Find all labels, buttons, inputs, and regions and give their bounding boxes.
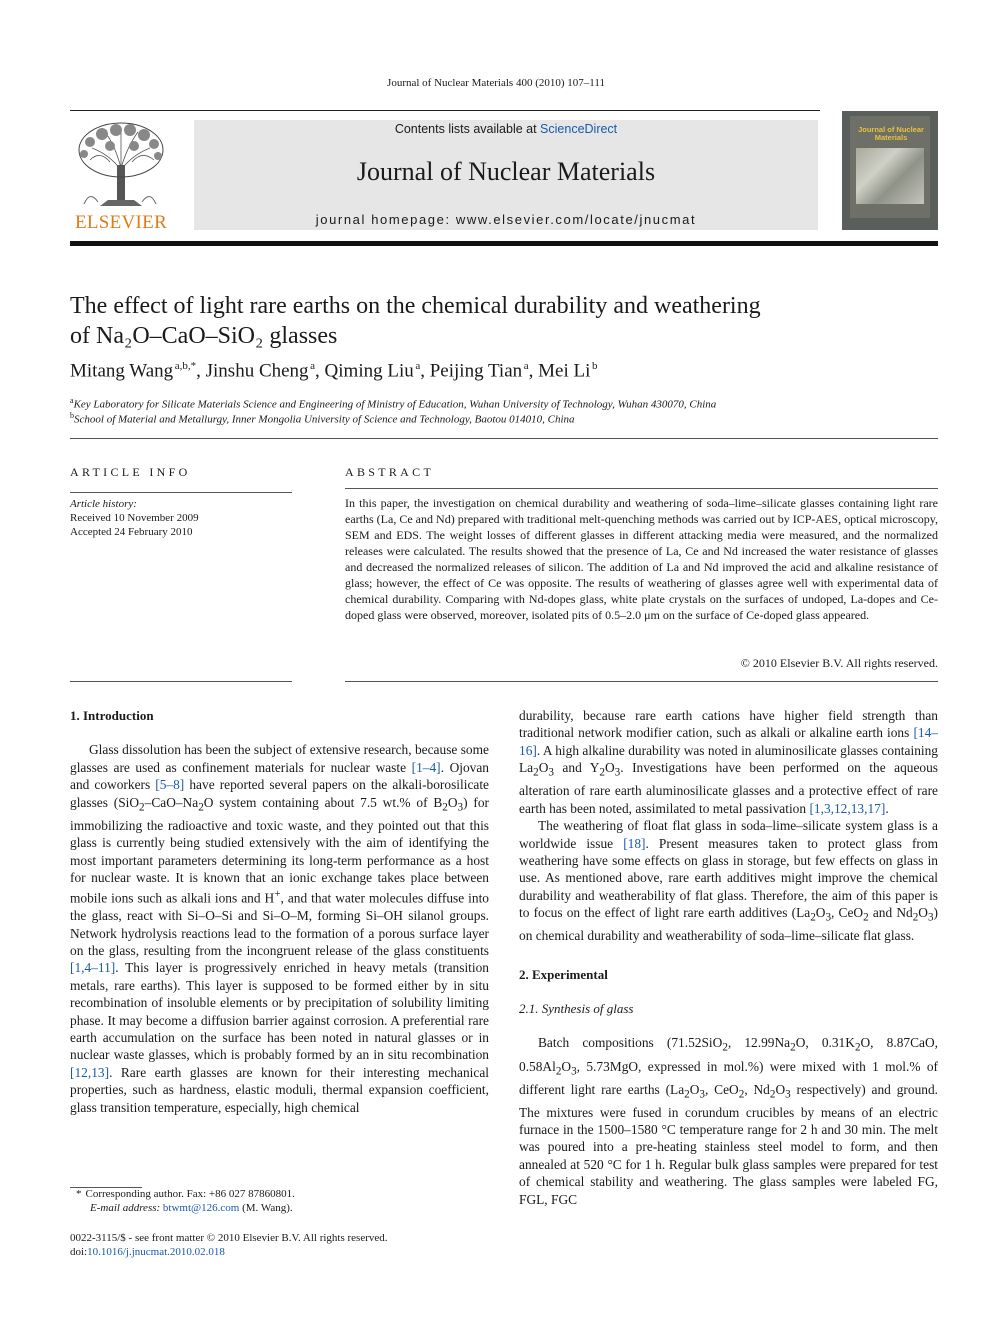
author-sep: , — [528, 360, 539, 382]
abstract-heading: ABSTRACT — [345, 465, 435, 479]
issn-block — [70, 1231, 490, 1259]
divider — [70, 438, 938, 439]
left-column — [70, 707, 489, 1116]
divider — [345, 488, 938, 489]
author-sep: , — [196, 360, 206, 382]
author-name[interactable]: Mei Li — [538, 360, 591, 382]
citation-link[interactable]: [1–4] — [411, 759, 441, 775]
affiliation-sup: b — [70, 411, 74, 420]
contents-prefix: Contents lists available at — [394, 122, 541, 136]
sciencedirect-link[interactable]: ScienceDirect — [540, 122, 618, 136]
author-name[interactable]: Peijing Tian — [429, 360, 523, 382]
affiliation-text: Key Laboratory for Silicate Materials Science and Engineering of Ministry of Education, Wuhan University of Technology, Wuhan 430070, China — [73, 398, 717, 411]
affiliation-b — [70, 411, 930, 426]
author-name[interactable]: Jinshu Cheng — [205, 360, 309, 382]
citation-link[interactable]: [18] — [623, 835, 646, 851]
footnote-corresponding: * Corresponding author. Fax: +86 027 87860801. E-mail address: btwmt@126.com (M. Wang). — [76, 1188, 295, 1214]
divider — [345, 681, 938, 682]
email-suffix: (M. Wang). — [239, 1202, 293, 1214]
history-label: Article history: — [70, 498, 137, 510]
cover-panel — [850, 116, 930, 218]
journal-banner — [194, 120, 818, 230]
author-sep: , — [420, 360, 430, 382]
title-line-1: The effect of light rare earths on the chemical durability and weathering — [70, 293, 761, 319]
author-list — [70, 360, 597, 382]
citation-link[interactable]: [5–8] — [155, 777, 185, 793]
article-info-heading: ARTICLE INFO — [70, 465, 191, 479]
article-title — [70, 291, 890, 351]
doi-link[interactable]: 10.1016/j.jnucmat.2010.02.018 — [87, 1246, 225, 1258]
journal-homepage[interactable]: journal homepage: www.elsevier.com/locate/jnucmat — [315, 212, 697, 227]
author-sup: b — [591, 360, 598, 372]
header-thick-rule — [70, 241, 938, 246]
doi-label: doi: — [70, 1246, 88, 1258]
intro-paragraph: Glass dissolution has been the subject of extensive research, because some glasses are used as confinement materials for nuclear waste [1–4]. Ojovan and coworkers [5–8] have reported several papers on the alkali-borosilicate glasses ($SiO_2-CaO-Na_2O$ system containing about 7.5 wt.% of $B_2O_3$) for immobilizing the radioactive and toxic waste, and they pointed out that this glass is currently being studied extensively with the aim of identifying the most important parameters determining its long-term performance as a host for nuclear waste. It is known that an ionic exchange takes place between mobile ions such as alkali ions and H+, and that water molecules diffuse into the glass, react with Si–O–Si and Si–O–M, forming Si–OH silanol groups. Network hydrolysis reactions lead to the formation of a porous surface layer on the glass, resulting from the incongruent release of the glass constituents [1,4–11]. This layer is progressively enriched in heavy metals (transition metals, rare earths). This layer is supposed to be formed either by in situ recombination of insoluble elements or by precipitation of solubility limiting phase. It may become a diffusion barrier against corrosion. A preferential rare earth accumulation on the surface has been noted in natural glasses or in nuclear waste glasses, which is probably formed by an in situ recombination [12,13]. Rare earth glasses are known for their interesting mechanical properties, such as hardness, elastic moduli, thermal expansion coefficient, glass transition temperature, especially, high chemical — [70, 742, 489, 1115]
intro-paragraph: The weathering of float flat glass in soda–lime–silicate system glass is a worldwide issue [18]. Present measures taken to protect glass from weathering have some effects on glass in storage, but few effects on glass in use. As mentioned above, rare earth additives might improve the chemical durability and weatherability of flat glass. Therefore, the aim of this paper is to focus on the effect of light rare earth additives ($La_2O_3$, CeO$_2$ and $Nd_2O_3$) on chemical durability and weatherability of soda–lime–silicate flat glass. — [519, 818, 938, 944]
divider — [70, 681, 292, 682]
email-link[interactable]: btwmt@126.com — [162, 1202, 240, 1214]
intro-paragraph-cont: durability, because rare earth cations have higher field strength than traditional network modifier cation, such as alkali or alkaline earth ions [14–16]. A high alkaline durability was noted in aluminosilicate glasses containing $La_2O_3$ and $Y_2O_3$. Investigations have been performed on the aqueous alteration of rare earth aluminosilicate glasses and a protective effect of rare earth has been noted, assimilated to metal passivation [1,3,12,13,17]. — [519, 708, 939, 816]
citation-link[interactable]: [14–16] — [519, 725, 938, 758]
article-history — [70, 497, 199, 539]
tree-icon — [70, 120, 172, 212]
corresponding-text: Corresponding author. Fax: +86 027 87860801. — [85, 1188, 295, 1200]
citation-link[interactable]: [1,3,12,13,17] — [809, 800, 886, 816]
section-heading-intro: 1. Introduction — [70, 708, 154, 723]
contents-line — [194, 122, 818, 136]
author-name[interactable]: Mitang Wang — [70, 360, 174, 382]
title-line-2: of Na₂O–CaO–SiO₂ glasses — [70, 323, 338, 349]
elsevier-wordmark: ELSEVIER — [74, 212, 168, 233]
synthesis-paragraph: Batch compositions (71.52SiO$_2$, $12.99Na_2O$, $0.31K_2O$, 8.87CaO, $0.58Al_2O_3$, 5.73MgO, expressed in mol.%) were mixed with 1 mol.% of different light rare earths ($La_2O_3$, CeO$_2$, $Nd_2O_3$ respectively) and ground. The mixtures were fused in corundum crucibles by means of an electric furnace in the 1500–1580 °C temperature range for 2 h and 30 min. The melt was poured into a pre-heating stainless steel model to form, and then annealed at 520 °C for 1 h. Regular bulk glass samples were prepared for test of chemical stability and weathering. The glass samples were labeled FG, FGL, FGC — [519, 1035, 939, 1207]
running-head: Journal of Nuclear Materials 400 (2010) 107–111 — [387, 77, 605, 89]
citation-link[interactable]: [1,4–11] — [70, 960, 116, 976]
author-sup: a,b,* — [174, 360, 197, 372]
author-sup: a — [415, 360, 421, 372]
journal-name: Journal of Nuclear Materials — [356, 157, 656, 186]
affiliation-sup: a — [70, 396, 74, 405]
accepted-date: Accepted 24 February 2010 — [70, 526, 193, 538]
elsevier-logo[interactable] — [70, 120, 172, 233]
right-column — [519, 707, 938, 1208]
citation-link[interactable]: [12,13] — [70, 1064, 110, 1080]
author-name[interactable]: Qiming Liu — [324, 360, 414, 382]
affiliation-text: School of Material and Metallurgy, Inner Mongolia University of Science and Technology, Baotou 014010, China — [74, 413, 575, 426]
section-heading-experimental: 2. Experimental — [519, 966, 608, 982]
journal-cover[interactable] — [842, 111, 938, 230]
header-rule — [70, 110, 820, 111]
author-sup: a — [310, 360, 316, 372]
divider — [70, 492, 292, 493]
cover-image — [856, 148, 924, 204]
abstract-copyright: © 2010 Elsevier B.V. All rights reserved. — [740, 656, 938, 670]
author-sep: , — [315, 360, 325, 382]
issn-line: 0022-3115/$ - see front matter © 2010 Elsevier B.V. All rights reserved. — [70, 1232, 388, 1244]
affiliation-a — [70, 396, 930, 411]
email-label: E-mail address: — [90, 1202, 161, 1214]
cover-title: Journal of Nuclear Materials — [858, 125, 924, 142]
subsection-heading-synthesis: 2.1. Synthesis of glass — [519, 1001, 634, 1017]
abstract-text: In this paper, the investigation on chemical durability and weathering of soda–lime–silicate glasses containing light rare earths (La, Ce and Nd) prepared with traditional melt-quenching methods was carried out by ICP-AES, optical microscopy, SEM and EDS. The weight losses of different glasses in different attacking media were measured, and the normalized releases were calculated. The results showed that the presence of La, Ce and Nd increased the water resistance of glasses and decreased the normalized releases of silicon. The addition of La and Nd improved the acid and alkaline resistance of glass; however, the effect of Ce was opposite. The results of weathering of glasses agree well with experimental data of chemical durability. Comparing with Nd-dopes glass, white plate crystals on the surfaces of undoped, La-dopes and Ce-doped glass were observed, moreover, isolated pits of 0.5–2.0 μm on the surface of Ce-doped glass appeared. — [345, 496, 938, 622]
received-date: Received 10 November 2009 — [70, 512, 199, 524]
author-sup: a — [523, 360, 529, 372]
